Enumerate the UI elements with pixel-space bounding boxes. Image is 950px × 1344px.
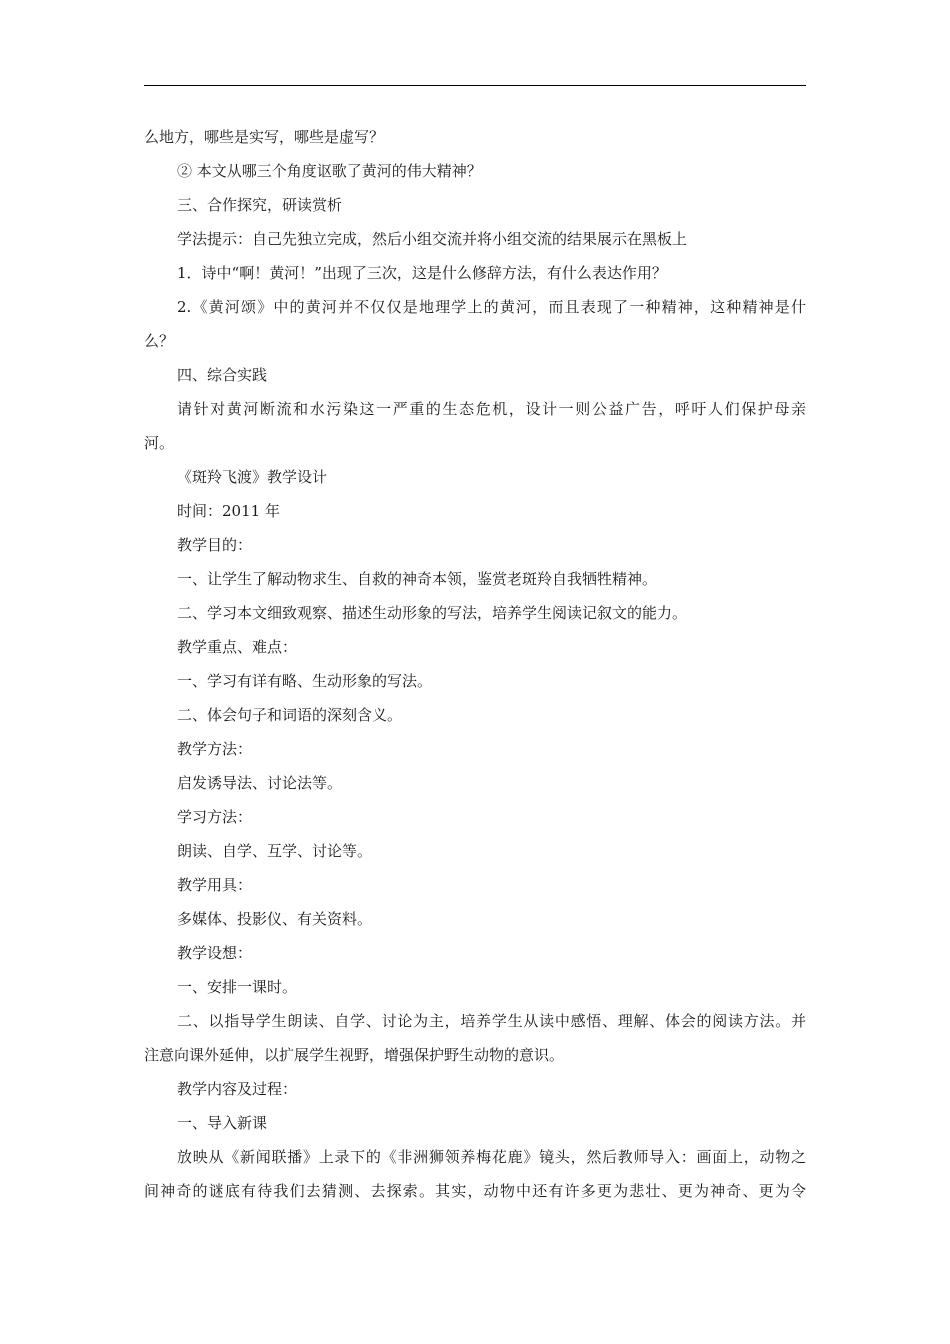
text-line: 学习方法： <box>177 808 253 826</box>
text-line: 么地方，哪些是实写，哪些是虚写？ <box>144 128 385 146</box>
text-line: 朗读、自学、互学、讨论等。 <box>177 842 373 860</box>
text-line: 教学用具： <box>177 876 253 894</box>
text-line: 教学设想： <box>177 944 253 962</box>
text-line: 教学方法： <box>177 740 253 758</box>
text-line: 2.《黄河颂》中的黄河并不仅仅是地理学上的黄河，而且表现了一种精神，这种精神是什 <box>177 298 806 316</box>
text-line: 教学目的： <box>177 536 253 554</box>
text-line: 多媒体、投影仪、有关资料。 <box>177 910 373 928</box>
text-line: 教学重点、难点： <box>177 638 298 656</box>
text-line: 时间：2011 年 <box>177 502 280 520</box>
document-title: 《斑羚飞渡》教学设计 <box>177 468 328 486</box>
text-line: 注意向课外延伸，以扩展学生视野，增强保护野生动物的意识。 <box>144 1046 565 1064</box>
text-line: 么？ <box>144 332 175 350</box>
text-line: 二、体会句子和词语的深刻含义。 <box>177 706 403 724</box>
text-line: 一、让学生了解动物求生、自救的神奇本领，鉴赏老斑羚自我牺牲精神。 <box>177 570 658 588</box>
header-rule <box>144 85 806 86</box>
text-line: 请针对黄河断流和水污染这一严重的生态危机，设计一则公益广告，呼吁人们保护母亲 <box>177 400 806 418</box>
text-line: 河。 <box>144 434 175 452</box>
text-line: 二、以指导学生朗读、自学、讨论为主，培养学生从读中感悟、理解、体会的阅读方法。并 <box>177 1012 806 1030</box>
text-line: 二、学习本文细致观察、描述生动形象的写法，培养学生阅读记叙文的能力。 <box>177 604 688 622</box>
text-line: 学法提示：自己先独立完成，然后小组交流并将小组交流的结果展示在黑板上 <box>177 230 688 248</box>
text-line: 教学内容及过程： <box>177 1080 298 1098</box>
text-line: 1．诗中“啊！黄河！”出现了三次，这是什么修辞方法，有什么表达作用？ <box>177 264 667 282</box>
text-line: 一、学习有详有略、生动形象的写法。 <box>177 672 433 690</box>
text-line: ② 本文从哪三个角度讴歌了黄河的伟大精神？ <box>177 162 482 180</box>
text-line: 放映从《新闻联播》上录下的《非洲狮领养梅花鹿》镜头，然后教师导入：画面上，动物之 <box>177 1148 806 1166</box>
section-heading: 四、综合实践 <box>177 366 268 384</box>
text-line: 启发诱导法、讨论法等。 <box>177 774 343 792</box>
section-heading: 一、导入新课 <box>177 1114 268 1132</box>
document-body <box>144 120 806 1208</box>
text-line: 间神奇的谜底有待我们去猜测、去探索。其实，动物中还有许多更为悲壮、更为神奇、更为令 <box>144 1182 806 1200</box>
section-heading: 三、合作探究，研读赏析 <box>177 196 343 214</box>
text-line: 一、安排一课时。 <box>177 978 298 996</box>
